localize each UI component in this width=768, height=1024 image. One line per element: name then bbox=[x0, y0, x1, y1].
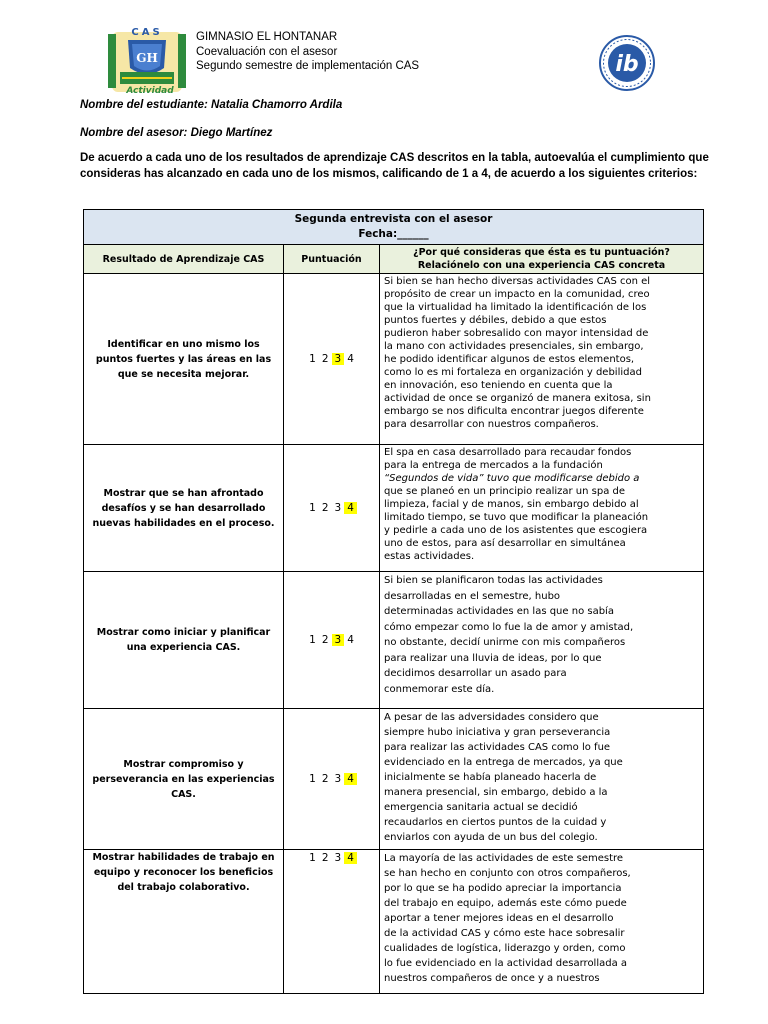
score-cell bbox=[284, 274, 380, 445]
reason-line: lo fue evidenciado en la actividad desarrollada a bbox=[384, 958, 628, 969]
student-name-line bbox=[80, 99, 342, 111]
advisor-name: Diego Martínez bbox=[190, 127, 273, 139]
reason-line: la mano con actividades presenciales, sin embargo, bbox=[384, 341, 644, 352]
ib-letters: ib bbox=[615, 52, 639, 77]
form-title: Coevaluación con el asesor bbox=[196, 45, 338, 58]
advisor-name-line bbox=[80, 127, 272, 139]
reason-line: siempre hubo iniciativa y gran perseverancia bbox=[384, 727, 611, 738]
score-option: 2 bbox=[321, 852, 329, 864]
score-option: 1 bbox=[309, 773, 316, 785]
score-option: 4 bbox=[347, 634, 354, 646]
reason-line: he podido identificar algunos de estos elementos, bbox=[384, 354, 635, 365]
reason-line: cualidades de logística, liderazgo y orden, como bbox=[384, 943, 626, 954]
reason-line: Si bien se planificaron todas las actividades bbox=[384, 575, 603, 586]
outcome-cell: Mostrar habilidades de trabajo en equipo y reconocer los beneficios del trabajo colaborativo. bbox=[84, 850, 284, 994]
reason-line: recaudarlos en ciertos puntos de la cuidad y bbox=[384, 817, 607, 828]
score-option-selected: 3 bbox=[332, 634, 345, 646]
reason-line: para la entrega de mercados a la fundación bbox=[384, 460, 603, 471]
reason-cell bbox=[380, 850, 704, 994]
reason-cell bbox=[380, 572, 704, 709]
student-label: Nombre del estudiante: bbox=[80, 99, 208, 111]
score-option: 2 bbox=[321, 773, 329, 785]
table-title: Segunda entrevista con el asesor bbox=[294, 213, 493, 225]
table-row bbox=[84, 709, 704, 850]
score-option-selected: 4 bbox=[344, 773, 357, 785]
instructions-paragraph: De acuerdo a cada uno de los resultados de aprendizaje CAS descritos en la tabla, autoevalúa el cumplimiento que consideras has alcanzado en cada uno de los mismos, calificando de 1 a 4, de acuerdo a los siguientes criterios: bbox=[80, 152, 709, 180]
score-option: 2 bbox=[321, 353, 329, 365]
student-name: Natalia Chamorro Ardila bbox=[211, 99, 343, 111]
outcome-cell: Mostrar compromiso y perseverancia en las experiencias CAS. bbox=[84, 709, 284, 850]
reason-line: limitado tiempo, se tuvo que modificar la planeación bbox=[384, 512, 649, 523]
score-option: 3 bbox=[334, 502, 342, 514]
reason-line: El spa en casa desarrollado para recaudar fondos bbox=[384, 447, 632, 458]
reason-line: emergencia sanitaria actual se decidió bbox=[384, 802, 578, 813]
semester-label: Segundo semestre de implementación CAS bbox=[196, 60, 420, 72]
score-option: 1 bbox=[309, 852, 316, 864]
score-option: 3 bbox=[334, 773, 342, 785]
reason-line: del trabajo en equipo, además este cómo puede bbox=[384, 898, 627, 909]
reason-line: embargo se nos dificulta encontrar juegos diferente bbox=[384, 406, 644, 417]
logo-top-text: CAS bbox=[131, 27, 163, 38]
advisor-label: Nombre del asesor: bbox=[80, 127, 188, 139]
reason-line: nuestros compañeros de once y a nuestros bbox=[384, 973, 600, 984]
reason-line: se han hecho en conjunto con otros compañeros, bbox=[384, 868, 631, 879]
document-header bbox=[196, 30, 419, 74]
score-option: 4 bbox=[347, 353, 354, 365]
column-header-outcome: Resultado de Aprendizaje CAS bbox=[84, 245, 284, 274]
reason-line: aportar a tener mejores ideas en el desarrollo bbox=[384, 913, 614, 924]
reason-line: y pedirle a cada uno de los asistentes que escogiera bbox=[384, 525, 648, 536]
score-option: 1 bbox=[309, 353, 316, 365]
date-label: Fecha:______ bbox=[358, 228, 429, 240]
table-title-cell bbox=[84, 210, 704, 245]
reason-line: A pesar de las adversidades considero que bbox=[384, 712, 599, 723]
score-option: 2 bbox=[321, 502, 329, 514]
reason-line: limpieza, facial y de manos, sin embargo debido al bbox=[384, 499, 639, 510]
score-option: 1 bbox=[309, 502, 316, 514]
reason-line: para desarrollar con nuestros compañeros. bbox=[384, 419, 599, 430]
ib-world-school-logo bbox=[598, 34, 656, 92]
school-cas-logo bbox=[106, 24, 188, 96]
table-row bbox=[84, 850, 704, 994]
reason-line: decidimos desarrollar un asado para bbox=[384, 668, 567, 679]
reason-line: inicialmente se había planeado hacerla de bbox=[384, 772, 597, 783]
reason-line: para realizar las actividades CAS como lo fue bbox=[384, 742, 611, 753]
school-name: GIMNASIO EL HONTANAR bbox=[196, 31, 338, 43]
score-cell bbox=[284, 445, 380, 572]
reason-line: para realizar una lluvia de ideas, por lo que bbox=[384, 652, 602, 664]
reason-line: que la virtualidad ha limitado la identificación de los bbox=[384, 302, 647, 313]
reason-line: uno de estos, para así desarrollar en simultánea bbox=[384, 538, 626, 549]
table-row bbox=[84, 572, 704, 709]
score-cell bbox=[284, 850, 380, 994]
reason-line: como lo es mi fortaleza en organización y debilidad bbox=[384, 367, 642, 378]
reason-line: puntos fuertes y débiles, debido a que estos bbox=[384, 315, 607, 326]
outcome-cell: Identificar en uno mismo los puntos fuertes y las áreas en las que se necesita mejorar. bbox=[84, 274, 284, 445]
table-header-row bbox=[84, 245, 704, 274]
logo-monogram: GH bbox=[136, 51, 158, 65]
reason-cell bbox=[380, 445, 704, 572]
reason-line: en innovación, eso teniendo en cuenta que la bbox=[384, 380, 613, 391]
reason-line: de la actividad CAS y cómo este hace sobresalir bbox=[384, 928, 625, 939]
outcome-cell: Mostrar como iniciar y planificar una experiencia CAS. bbox=[84, 572, 284, 709]
column-header-score: Puntuación bbox=[284, 245, 380, 274]
logo-bottom-text: Actividad bbox=[126, 86, 174, 96]
reason-line: pudieron haber sobresalido con mayor intensidad de bbox=[384, 328, 649, 339]
reason-line: La mayoría de las actividades de este semestre bbox=[384, 853, 624, 864]
reason-line: enviarlos con ayuda de un bus del colegio. bbox=[384, 832, 598, 843]
table-title-row bbox=[84, 210, 704, 245]
reason-cell bbox=[380, 709, 704, 850]
score-option-selected: 4 bbox=[344, 502, 357, 514]
reason-line: “Segundos de vida” tuvo que modificarse debido a bbox=[384, 473, 640, 484]
reason-line: desarrolladas en el semestre, hubo bbox=[384, 590, 561, 602]
reason-line: determinadas actividades en las que no sabía bbox=[384, 606, 614, 617]
reason-line: actividad de once se organizó de manera exitosa, sin bbox=[384, 393, 651, 404]
reason-line: que se planeó en un principio realizar un spa de bbox=[384, 486, 626, 497]
score-option: 1 bbox=[309, 634, 316, 646]
score-option: 3 bbox=[334, 852, 342, 864]
cas-evaluation-table bbox=[83, 209, 704, 994]
outcome-cell: Mostrar que se han afrontado desafíos y se han desarrollado nuevas habilidades en el proceso. bbox=[84, 445, 284, 572]
score-option-selected: 3 bbox=[332, 353, 345, 365]
reason-line: por lo que se ha podido apreciar la importancia bbox=[384, 883, 622, 894]
reason-line: Si bien se han hecho diversas actividades CAS con el bbox=[384, 276, 651, 287]
reason-line: evidenciado en la entrega de mercados, ya que bbox=[384, 757, 623, 768]
reason-line: manera presencial, sin embargo, debido a la bbox=[384, 787, 608, 798]
reason-cell bbox=[380, 274, 704, 445]
score-option: 2 bbox=[321, 634, 329, 646]
score-cell bbox=[284, 709, 380, 850]
score-cell bbox=[284, 572, 380, 709]
column-header-reason: ¿Por qué consideras que ésta es tu puntuación? Relaciónelo con una experiencia CAS concreta bbox=[380, 245, 704, 274]
table-row bbox=[84, 274, 704, 445]
score-option-selected: 4 bbox=[344, 852, 357, 864]
reason-line: cómo empezar como lo fue la de amor y amistad, bbox=[384, 621, 634, 633]
reason-line: no obstante, decidí unirme con mis compañeros bbox=[384, 637, 626, 648]
table-row bbox=[84, 445, 704, 572]
reason-line: propósito de crear un impacto en la comunidad, creo bbox=[384, 289, 650, 300]
reason-line: conmemorar este día. bbox=[384, 683, 495, 695]
reason-line: estas actividades. bbox=[384, 551, 475, 562]
